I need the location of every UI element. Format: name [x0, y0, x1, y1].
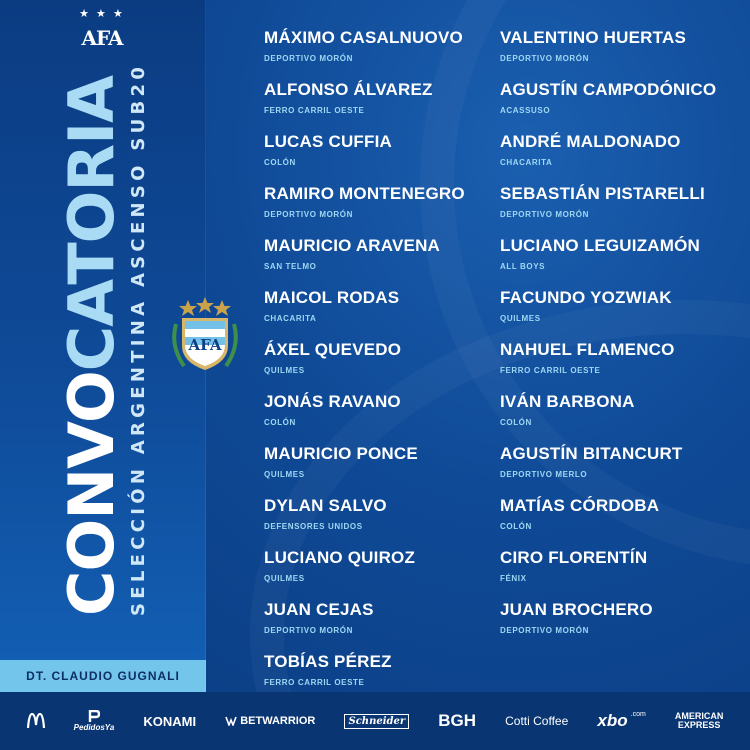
player-entry [264, 288, 504, 340]
player-name: ALFONSO ÁLVAREZ [264, 80, 433, 99]
player-entry [500, 80, 740, 132]
player-club: COLÓN [500, 418, 532, 427]
player-entry [264, 132, 504, 184]
player-name: MAURICIO PONCE [264, 444, 418, 463]
player-name: MATÍAS CÓRDOBA [500, 496, 660, 515]
sponsor-pedidosya: PedidosYa [74, 710, 115, 732]
stars-icon: ★ ★ ★ [79, 8, 125, 20]
title-part-2: CATORIA [55, 75, 128, 372]
player-name: LUCIANO QUIROZ [264, 548, 416, 567]
sponsor-schneider: Schneider [344, 714, 409, 729]
players-column-left [264, 28, 504, 704]
player-name: JUAN CEJAS [264, 600, 374, 619]
player-name: MÁXIMO CASALNUOVO [264, 28, 463, 47]
player-name: AGUSTÍN BITANCURT [500, 444, 683, 463]
player-name: DYLAN SALVO [264, 496, 387, 515]
player-name: LUCIANO LEGUIZAMÓN [500, 236, 701, 255]
player-club: FERRO CARRIL OESTE [264, 106, 365, 115]
player-club: QUILMES [264, 470, 305, 479]
player-name: ANDRÉ MALDONADO [500, 132, 681, 151]
player-club: DEPORTIVO MORÓN [264, 54, 354, 63]
player-name: FACUNDO YOZWIAK [500, 288, 672, 307]
player-club: ACASSUSO [500, 106, 551, 115]
player-entry [264, 184, 504, 236]
sponsors-bar [0, 692, 750, 750]
player-entry [500, 444, 740, 496]
sponsor-cotti-coffee: Cotti Coffee [505, 714, 569, 728]
players-column-right [500, 28, 740, 652]
player-club: ALL BOYS [500, 262, 546, 271]
player-name: RAMIRO MONTENEGRO [264, 184, 465, 203]
player-club: DEPORTIVO MORÓN [500, 626, 590, 635]
sponsor-xbo: xbo .com [597, 711, 646, 730]
player-name: TOBÍAS PÉREZ [264, 652, 392, 671]
betwarrior-icon [225, 716, 237, 726]
player-name: AGUSTÍN CAMPODÓNICO [500, 80, 717, 99]
player-club: FÉNIX [500, 574, 527, 583]
player-club: SAN TELMO [264, 262, 317, 271]
player-club: COLÓN [264, 158, 296, 167]
mcdonalds-arches-icon [27, 713, 45, 729]
title-part-1: CONVO [55, 371, 128, 616]
player-entry [500, 600, 740, 652]
player-entry [264, 392, 504, 444]
page-subtitle: SELECCIÓN ARGENTINA ASCENSO SUB20 [128, 62, 149, 616]
player-name: JONÁS RAVANO [264, 392, 401, 411]
player-name: SEBASTIÁN PISTARELLI [500, 184, 705, 203]
player-entry [500, 132, 740, 184]
player-club: COLÓN [264, 418, 296, 427]
player-name: MAICOL RODAS [264, 288, 400, 307]
sponsor-konami: KONAMI [143, 713, 197, 729]
afa-logo-text: AFA [81, 26, 123, 50]
player-name: IVÁN BARBONA [500, 392, 635, 411]
player-club: FERRO CARRIL OESTE [264, 678, 365, 687]
player-entry [264, 80, 504, 132]
player-entry [500, 496, 740, 548]
player-entry [500, 288, 740, 340]
pedidosya-icon [88, 710, 100, 723]
player-club: QUILMES [264, 366, 305, 375]
vertical-title-block [55, 50, 180, 630]
player-entry [500, 184, 740, 236]
player-name: JUAN BROCHERO [500, 600, 653, 619]
player-entry [264, 548, 504, 600]
sponsor-mcdonalds [27, 713, 45, 729]
sponsor-bgh: BGH [438, 711, 477, 730]
player-club: CHACARITA [500, 158, 553, 167]
player-name: MAURICIO ARAVENA [264, 236, 441, 255]
player-club: DEPORTIVO MERLO [500, 470, 588, 479]
player-entry [500, 392, 740, 444]
player-entry [500, 28, 740, 80]
player-club: QUILMES [500, 314, 541, 323]
afa-crest-icon [168, 296, 242, 376]
player-club: COLÓN [500, 522, 532, 531]
player-entry [500, 236, 740, 288]
sponsor-betwarrior: BETWARRIOR [225, 715, 315, 727]
player-entry [264, 236, 504, 288]
player-entry [264, 28, 504, 80]
player-name: VALENTINO HUERTAS [500, 28, 686, 47]
player-entry [500, 548, 740, 600]
player-club: DEPORTIVO MORÓN [500, 54, 590, 63]
player-entry [500, 340, 740, 392]
player-club: FERRO CARRIL OESTE [500, 366, 601, 375]
player-entry [264, 340, 504, 392]
player-club: QUILMES [264, 574, 305, 583]
player-name: ÁXEL QUEVEDO [264, 340, 402, 359]
player-name: LUCAS CUFFIA [264, 132, 392, 151]
player-club: DEPORTIVO MORÓN [264, 210, 354, 219]
coach-label: DT. CLAUDIO GUGNALI [0, 660, 206, 692]
player-club: DEFENSORES UNIDOS [264, 522, 363, 531]
player-club: CHACARITA [264, 314, 317, 323]
player-entry [264, 444, 504, 496]
sponsor-american-express: AMERICAN EXPRESS [674, 711, 724, 730]
page-title [55, 50, 128, 616]
player-name: CIRO FLORENTÍN [500, 548, 648, 567]
player-name: NAHUEL FLAMENCO [500, 340, 675, 359]
crest-text: AFA [188, 336, 222, 354]
player-club: DEPORTIVO MORÓN [264, 626, 354, 635]
player-entry [264, 600, 504, 652]
player-entry [264, 496, 504, 548]
player-club: DEPORTIVO MORÓN [500, 210, 590, 219]
